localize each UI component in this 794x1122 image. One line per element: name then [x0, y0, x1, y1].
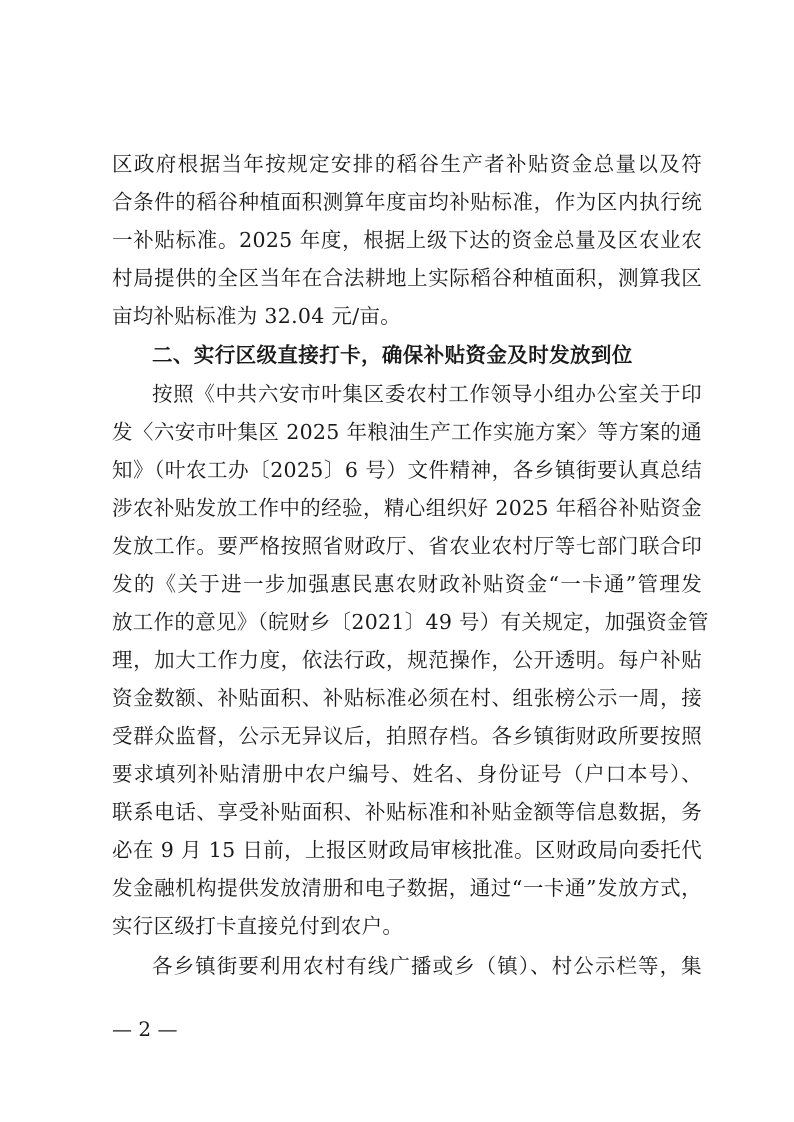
paragraph-2-line: 必在 9 月 15 日前，上报区财政局审核批准。区财政局向委托代 [112, 838, 702, 862]
paragraph-3-line: 各乡镇街要利用农村有线广播或乡（镇）、村公示栏等，集 [152, 954, 702, 978]
section-heading: 二、实行区级直接打卡，确保补贴资金及时发放到位 [152, 343, 633, 367]
paragraph-1-line: 村局提供的全区当年在合法耕地上实际稻谷种植面积，测算我区 [112, 266, 702, 290]
paragraph-2-line: 要求填列补贴清册中农户编号、姓名、身份证号（户口本号）、 [112, 762, 702, 786]
paragraph-2-line: 发放工作。要严格按照省财政厅、省农业农村厅等七部门联合印 [112, 534, 702, 558]
paragraph-2-line: 发金融机构提供发放清册和电子数据，通过“一卡通”发放方式， [112, 876, 702, 900]
paragraph-2-line: 知》（叶农工办〔2025〕6 号）文件精神，各乡镇街要认真总结 [112, 458, 702, 482]
paragraph-1-line: 一补贴标准。2025 年度，根据上级下达的资金总量及区农业农 [112, 228, 702, 252]
paragraph-1-line: 区政府根据当年按规定安排的稻谷生产者补贴资金总量以及符 [112, 152, 702, 176]
paragraph-1-line: 合条件的稻谷种植面积测算年度亩均补贴标准，作为区内执行统 [112, 190, 702, 214]
paragraph-2-line: 资金数额、补贴面积、补贴标准必须在村、组张榜公示一周，接 [112, 686, 702, 710]
paragraph-2-line: 发的《关于进一步加强惠民惠农财政补贴资金“一卡通”管理发 [112, 572, 702, 596]
page-number: — 2 — [112, 1017, 178, 1041]
paragraph-1-line: 亩均补贴标准为 32.04 元/亩。 [112, 304, 402, 328]
paragraph-2-line: 发〈六安市叶集区 2025 年粮油生产工作实施方案〉等方案的通 [112, 420, 702, 444]
paragraph-2-line: 涉农补贴发放工作中的经验，精心组织好 2025 年稻谷补贴资金 [112, 496, 702, 520]
paragraph-2-line: 联系电话、享受补贴面积、补贴标准和补贴金额等信息数据，务 [112, 800, 702, 824]
paragraph-2-line: 受群众监督，公示无异议后，拍照存档。各乡镇街财政所要按照 [112, 724, 702, 748]
paragraph-2-line: 理，加大工作力度，依法行政，规范操作，公开透明。每户补贴 [112, 648, 702, 672]
paragraph-2-line: 按照《中共六安市叶集区委农村工作领导小组办公室关于印 [152, 382, 702, 406]
paragraph-2-line: 放工作的意见》（皖财乡〔2021〕49 号）有关规定，加强资金管 [112, 610, 709, 634]
paragraph-2-line: 实行区级打卡直接兑付到农户。 [112, 914, 404, 938]
